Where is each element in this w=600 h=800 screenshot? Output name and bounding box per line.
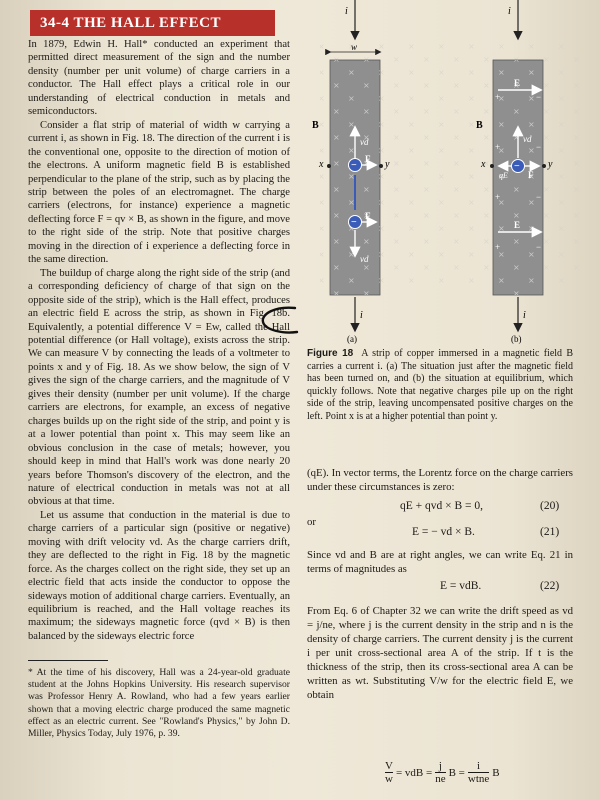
current-label-top-b: i <box>508 6 511 17</box>
svg-text:−: − <box>351 217 357 228</box>
equation-21: E = − vd × B. <box>412 526 475 538</box>
current-label-bottom-b: i <box>523 310 526 321</box>
lorentz-intro: (qE). In vector terms, the Lorentz force on the charge carriers under these circumstances is zero: <box>307 467 573 493</box>
figure-caption-label: Figure 18 <box>307 348 354 359</box>
force-label-upper: F <box>365 154 371 164</box>
paragraph-drift: Let us assume that conduction in the material is due to charge carriers of a particular sign (positive or negative) moving with drift velocity vd. As the charge carriers drift, they are deflected to the right in Fig. 18 by the magnetic force. As the charges collect on the right side, they set up an electric field that acts inside the conductor to oppose the sideways motion of additional charge carriers. Eventually, an equilibrium is reached, and the Hall voltage reaches its maximum; the sideways magnetic force (qvd × B) is then balanced by the sideways electric force <box>28 509 290 642</box>
point-y-label-a: y <box>385 159 390 170</box>
field-label-a: B <box>312 120 319 131</box>
figure-18 <box>300 0 600 345</box>
drift-velocity-label-b: vd <box>523 134 532 144</box>
width-label: w <box>351 42 358 52</box>
svg-text:+: + <box>495 92 501 102</box>
field-label-b: B <box>476 120 483 131</box>
equation-22-number: (22) <box>540 580 560 592</box>
svg-text:−: − <box>536 242 542 252</box>
right-column-intro <box>307 466 573 494</box>
efield-label-top: E <box>514 78 521 88</box>
left-column <box>28 38 290 643</box>
equation-20: qE + qvd × B = 0, <box>400 500 484 512</box>
svg-text:−: − <box>351 160 357 171</box>
svg-text:−: − <box>536 142 542 152</box>
right-column-body <box>307 604 573 702</box>
figure-caption-text: A strip of copper immersed in a magnetic field B carries a current i. (a) The situation just after the magnetic field has been turned on, and (b) the situation at equilibrium, which quickly follows. Note that negative charges pile up on the right side of the strip, leaving uncompensated positive charges on the left. Point x is at a higher potential than point y. <box>307 348 573 422</box>
paragraph-intro: In 1879, Edwin H. Hall* conducted an experiment that permitted direct measurement of the sign and the number density (number per unit volume) of charge carriers in a conductor. The Hall effect plays a critical role in our understanding of electrical conduction in metals and semiconductors. <box>28 39 290 118</box>
point-x-label-a: x <box>319 159 324 170</box>
footnote: * At the time of his discovery, Hall was a 24-year-old graduate student at the Johns Hopkins University. His research supervisor was Professor Henry A. Rowland, who had a few years earlier shown that a moving electric charge produced the same magnetic effect as an electric current. See "Rowland's Physics," by John D. Miller, Physics Today, July 1976, p. 39. <box>28 667 290 740</box>
force-label-lower: F <box>365 211 371 221</box>
paragraph-buildup: The buildup of charge along the right side of the strip (and a corresponding deficiency of charge of that sign on the opposite side of the strip), which is the Hall effect, produces an electric field E across the strip, as shown in Fig. 18b. Equivalently, a potential difference V = Ew, called the Hall potential difference (or Hall voltage), exists across the strip. We can measure V by connecting the leads of a voltmeter to points x and y of Fig. 18. As we show below, the sign of V gives the sign of the charge carriers, and the magnitude of V gives their density (number per unit volume). If the charge carriers are electrons, for example, an excess of negative charges builds up on the right side of the strip, and point y is at a lower potential than point x. This may seem like an obvious conclusion in the case of metals; however, you should keep in mind that Hall's work was done nearly 20 years before Thomson's discovery of the electron, and the nature of electrical conduction in metals was not at all obvious at that time. <box>28 267 290 508</box>
force-label-b: F <box>528 170 534 180</box>
svg-text:−: − <box>514 161 520 172</box>
drift-velocity-label-upper: vd <box>360 137 369 147</box>
equation-22: E = vdB. <box>440 580 482 592</box>
figure-caption <box>307 348 573 424</box>
section-header: 34-4 THE HALL EFFECT <box>30 10 275 36</box>
magnitudes-text: Since vd and B are at right angles, we can write Eq. 21 in terms of magnitudes as <box>307 549 573 575</box>
point-y-label-b: y <box>548 159 553 170</box>
efield-label-bottom: E <box>514 220 521 230</box>
or-word: or <box>307 516 316 528</box>
right-column-mid <box>307 548 573 576</box>
footnote-rule <box>28 660 108 661</box>
current-label-top-a: i <box>345 6 348 17</box>
equation-20-number: (20) <box>540 500 560 512</box>
svg-text:+: + <box>495 242 501 252</box>
final-equation: $\frac{V}{w}$ = vdB = $\frac{j}{ne}$ B = $\frac{i}{\text{wtne}}$ B <box>385 760 500 785</box>
qe-force-label: qE <box>499 171 508 180</box>
drift-velocity-label-lower: vd <box>360 254 369 264</box>
svg-text:−: − <box>536 192 542 202</box>
current-label-bottom-a: i <box>360 310 363 321</box>
svg-text:−: − <box>536 92 542 102</box>
svg-text:+: + <box>495 192 501 202</box>
equation-21-number: (21) <box>540 526 560 538</box>
panel-a-label: (a) <box>347 334 357 344</box>
svg-text:+: + <box>495 142 501 152</box>
drift-speed-text: From Eq. 6 of Chapter 32 we can write the drift speed as vd = j/ne, where j is the current density in the strip and n is the density of charge carriers. The current density j is the current i per unit cross-sectional area A of the strip. If t is the thickness of the strip, then its cross-sectional area A can be written as wt. Substituting V/w for the electric field E, we obtain <box>307 605 573 701</box>
paragraph-strip: Consider a flat strip of material of width w carrying a current i, as shown in Fig. 18. The direction of the current i is the conventional one, opposite to the direction of motion of the electrons. A uniform magnetic field B is established perpendicular to the plane of the strip, such as by placing the strip between the poles of an electromagnet. The charge carriers (electrons, for instance) experience a magnetic deflecting force F = qv × B, as shown in the figure, and move to the right side of the strip. Note that positive charges moving in the direction of i experience a deflecting force in the same direction. <box>28 119 290 266</box>
pen-annotation-mark <box>255 300 300 340</box>
panel-b-label: (b) <box>511 334 522 344</box>
point-x-label-b: x <box>481 159 486 170</box>
